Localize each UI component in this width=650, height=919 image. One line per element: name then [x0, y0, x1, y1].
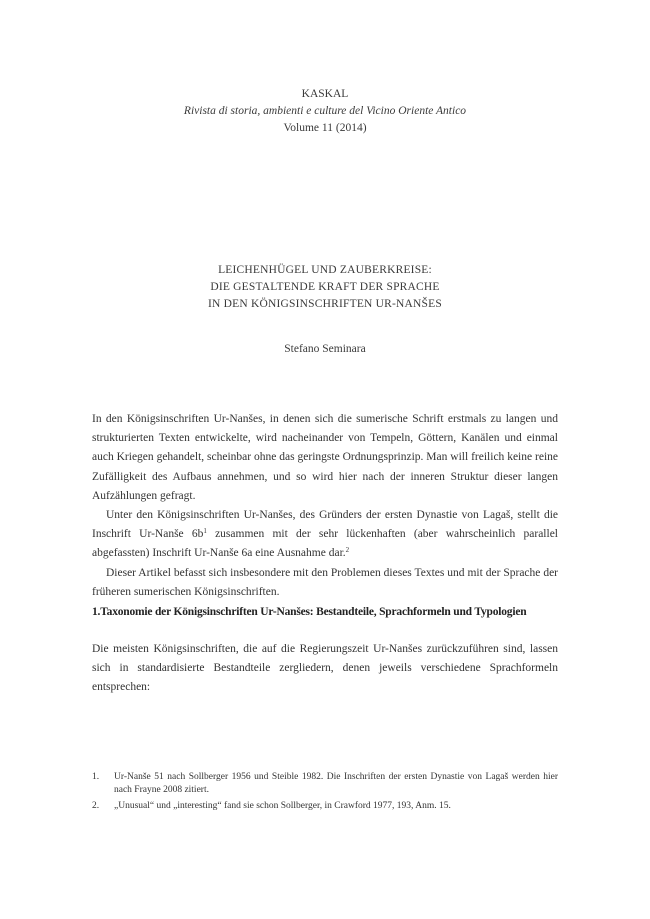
abstract-paragraph-3: Dieser Artikel befasst sich insbesondere mit den Problemen dieses Textes und mit der Sprache der früheren sumerischen Königsinschriften. — [92, 566, 558, 598]
section-intro-paragraph: Die meisten Königsinschriften, die auf die Regierungszeit Ur-Nanšes zurückzuführen sind, lassen sich in standardisierte Bestandteile zergliedern, denen jeweils verschiedene Sprachformeln entsprechen: — [92, 643, 558, 694]
footnote — [92, 800, 558, 813]
title-line: DIE GESTALTENDE KRAFT DER SPRACHE — [210, 281, 440, 293]
journal-header — [0, 86, 650, 137]
journal-volume: Volume 11 (2014) — [283, 122, 367, 134]
footnote-text: Ur-Nanše 51 nach Sollberger 1956 und Steible 1982. Die Inschriften der ersten Dynastie von Lagaš werden hier nach Frayne 2008 zitiert. — [114, 772, 558, 795]
journal-name: KASKAL — [301, 88, 349, 100]
article-title — [0, 262, 650, 313]
journal-subtitle: Rivista di storia, ambienti e culture del Vicino Oriente Antico — [183, 105, 467, 117]
section-intro — [92, 640, 558, 698]
article-author: Stefano Seminara — [284, 343, 366, 355]
title-line: LEICHENHÜGEL UND ZAUBERKREISE: — [218, 264, 432, 276]
footnote-number: 1. — [92, 772, 100, 782]
footnotes — [92, 771, 558, 816]
section-heading: 1.Taxonomie der Königsinschriften Ur-Nanšes: Bestandteile, Sprachformeln und Typologien — [92, 606, 527, 618]
abstract-paragraph-2: Unter den Königsinschriften Ur-Nanšes, des Gründers der ersten Dynastie von Lagaš, stellt die Inschrift Ur-Nanše $6b^1$ zusammen mit der sehr lückenhaften (aber wahrscheinlich parallel abgefassten) Inschrift Ur-Nanše 6a eine Ausnahme dar.$^2$ — [92, 509, 558, 560]
footnote-ref-2[interactable]: 2 — [345, 546, 350, 555]
title-line: IN DEN KÖNIGSINSCHRIFTEN UR-NANŠES — [208, 298, 442, 310]
footnote-text: „Unusual“ und „interesting“ fand sie schon Sollberger, in Crawford 1977, 193, Anm. 15. — [114, 801, 451, 811]
footnote — [92, 771, 558, 797]
abstract — [92, 410, 558, 602]
footnote-number: 2. — [92, 801, 100, 811]
abstract-paragraph-1: In den Königsinschriften Ur-Nanšes, in denen sich die sumerische Schrift erstmals zu langen und strukturierten Texten entwickelte, wird nacheinander von Tempeln, Göttern, Kanälen und einmal auch Kriegen gehandelt, scheinbar ohne das geringste Ordnungsprinzip. Man will freilich keine reine Zufälligkeit des Aufbaus annehmen, und so wird hier nach der inneren Struktur dieser langen Aufzählungen gefragt. — [92, 413, 558, 502]
footnote-ref-1[interactable]: 1 — [203, 527, 207, 536]
